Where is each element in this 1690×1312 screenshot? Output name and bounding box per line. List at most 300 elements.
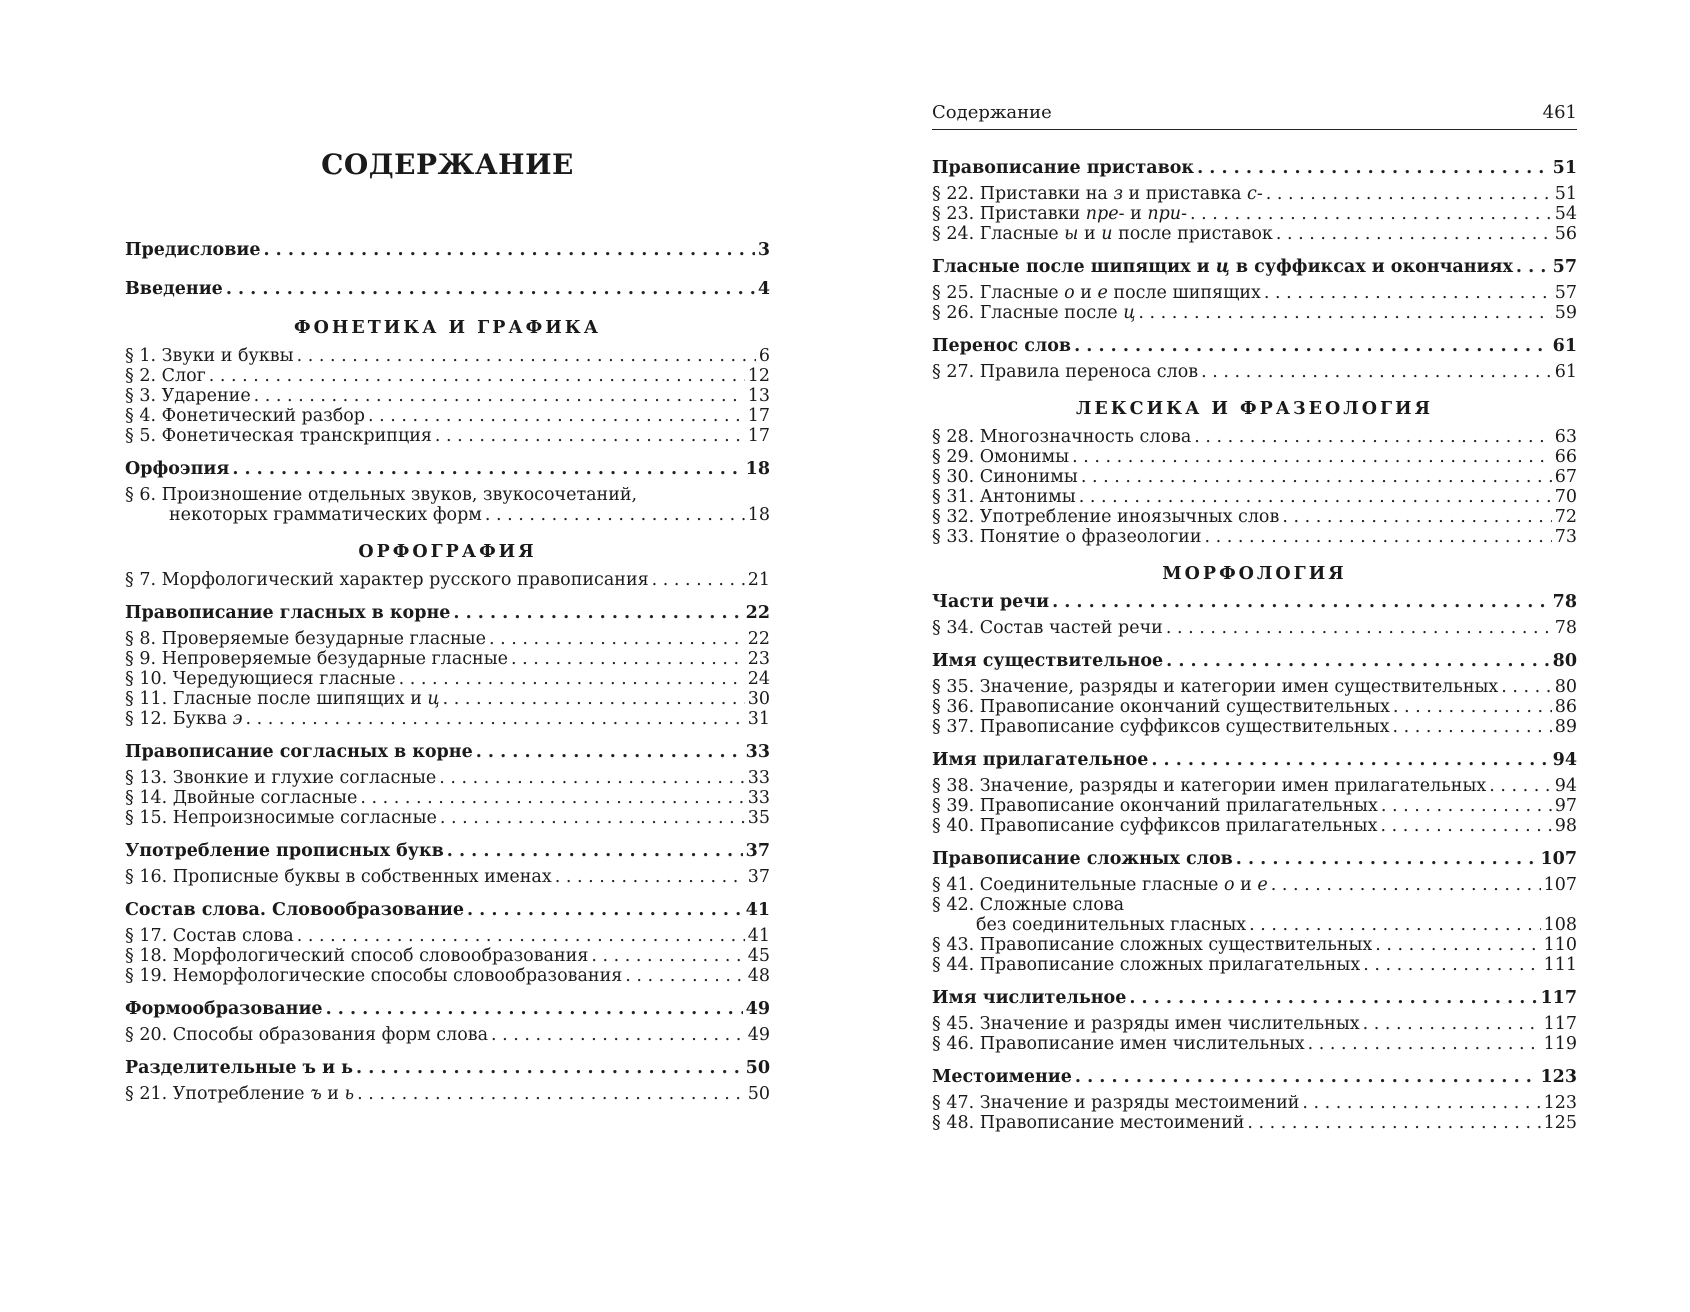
entry-page: 3 [757, 240, 770, 260]
entry-title: § 38. Значение, разряды и категории имен прилагательных [932, 776, 1487, 796]
running-header [932, 103, 1577, 130]
entry-page: 37 [747, 867, 770, 887]
entry-title: § 5. Фонетическая транскрипция [125, 426, 432, 446]
dot-leader [439, 768, 744, 788]
entry-page: 63 [1554, 427, 1577, 447]
dot-leader [489, 629, 745, 649]
toc-group [932, 618, 1577, 638]
contents-title: СОДЕРЖАНИЕ [321, 148, 574, 181]
dot-leader [467, 900, 743, 920]
dot-leader [1194, 427, 1551, 447]
dot-leader [1074, 336, 1550, 356]
dot-leader [1072, 447, 1552, 467]
entry-page: 50 [747, 1084, 770, 1104]
dot-leader [625, 966, 744, 986]
toc-group [125, 1084, 770, 1104]
toc-heading [125, 603, 770, 623]
dot-leader [511, 649, 745, 669]
toc-heading [125, 279, 770, 299]
dot-leader [1197, 158, 1550, 178]
dot-leader [1249, 915, 1540, 935]
toc-entry-row [125, 1084, 770, 1104]
entry-page: 78 [1554, 618, 1577, 638]
dot-leader [1276, 224, 1552, 244]
toc-heading [932, 651, 1577, 671]
dot-leader [326, 999, 743, 1019]
toc-group [125, 629, 770, 729]
entry-title: § 39. Правописание окончаний прилагательных [932, 796, 1378, 816]
toc-heading [125, 459, 770, 479]
entry-page: 23 [747, 649, 770, 669]
toc-entry-row [125, 689, 770, 709]
toc-entry-row [932, 1034, 1577, 1054]
entry-title: § 28. Многозначность слова [932, 427, 1192, 447]
toc-entry-row [125, 366, 770, 386]
toc-entry-row [932, 527, 1577, 547]
toc-entry-row [125, 629, 770, 649]
entry-page: 57 [1552, 257, 1577, 277]
section-title: ОРФОГРАФИЯ [358, 542, 537, 562]
entry-page: 98 [1554, 816, 1577, 836]
toc-heading-row [125, 742, 770, 762]
entry-page: 4 [757, 279, 770, 299]
toc-heading-row [125, 900, 770, 920]
dot-leader [1247, 1113, 1540, 1133]
toc-heading-row [932, 849, 1577, 869]
entry-title-line2: некоторых грамматических форм [169, 505, 482, 525]
toc-entry-row [932, 467, 1577, 487]
entry-page: 33 [747, 768, 770, 788]
entry-title: § 29. Омонимы [932, 447, 1070, 467]
entry-page: 107 [1540, 849, 1577, 869]
toc-heading-row [125, 841, 770, 861]
toc-entry-row [932, 507, 1577, 527]
entry-title: § 23. Приставки пре- и при- [932, 204, 1187, 224]
toc-heading [932, 1067, 1577, 1087]
dot-leader [1081, 467, 1552, 487]
toc-group [932, 283, 1577, 323]
toc-entry-row [932, 935, 1577, 955]
toc-entry-row [932, 816, 1577, 836]
toc-heading [125, 1058, 770, 1078]
entry-title: Правописание гласных в корне [125, 603, 451, 623]
dot-leader [1308, 1034, 1541, 1054]
toc-group [125, 570, 770, 590]
toc-heading [932, 257, 1577, 277]
dot-leader [447, 841, 743, 861]
entry-page: 123 [1543, 1093, 1577, 1113]
toc-heading [932, 750, 1577, 770]
toc-group [932, 1093, 1577, 1133]
entry-title: § 18. Морфологический способ словообразования [125, 946, 589, 966]
entry-title: § 24. Гласные ы и и после приставок [932, 224, 1273, 244]
toc-heading-row [932, 257, 1577, 277]
dot-leader [1375, 935, 1540, 955]
entry-page: 41 [747, 926, 770, 946]
dot-leader [1381, 796, 1552, 816]
dot-leader [591, 946, 744, 966]
toc-entry-row [125, 669, 770, 689]
entry-page: 110 [1543, 935, 1577, 955]
dot-leader [1079, 487, 1552, 507]
entry-title: § 41. Соединительные гласные о и е [932, 875, 1268, 895]
entry-page: 18 [747, 505, 770, 525]
dot-leader [232, 459, 742, 479]
entry-page: 17 [747, 406, 770, 426]
toc-group [932, 1014, 1577, 1054]
entry-title: § 27. Правила переноса слов [932, 362, 1199, 382]
entry-title: § 46. Правописание имен числительных [932, 1034, 1305, 1054]
dot-leader [1489, 776, 1551, 796]
entry-page: 72 [1554, 507, 1577, 527]
entry-title: § 14. Двойные согласные [125, 788, 358, 808]
toc-heading-row [125, 279, 770, 299]
entry-title: § 17. Состав слова [125, 926, 294, 946]
toc-entry-row [125, 346, 770, 366]
toc-group [125, 926, 770, 986]
toc-entry-row [125, 406, 770, 426]
dot-leader [1363, 1014, 1541, 1034]
entry-page: 54 [1554, 204, 1577, 224]
dot-leader [440, 808, 745, 828]
entry-page: 70 [1554, 487, 1577, 507]
toc-entry-row [932, 303, 1577, 323]
dot-leader [356, 1058, 743, 1078]
dot-leader [1271, 875, 1541, 895]
entry-page: 61 [1554, 362, 1577, 382]
entry-title: Употребление прописных букв [125, 841, 444, 861]
entry-page: 48 [747, 966, 770, 986]
toc-group [125, 485, 770, 525]
entry-page: 125 [1543, 1113, 1577, 1133]
dot-leader [360, 788, 744, 808]
dot-leader [491, 1025, 745, 1045]
entry-title: § 36. Правописание окончаний существительных [932, 697, 1390, 717]
toc-group [125, 867, 770, 887]
dot-leader [1264, 283, 1552, 303]
entry-title: § 35. Значение, разряды и категории имен существительных [932, 677, 1499, 697]
entry-title: Формообразование [125, 999, 323, 1019]
toc-entry-row [932, 224, 1577, 244]
toc-entry-row [932, 697, 1577, 717]
dot-leader [476, 742, 743, 762]
toc-entry-row [932, 427, 1577, 447]
dot-leader [443, 689, 745, 709]
dot-leader [453, 603, 742, 623]
entry-page: 49 [745, 999, 770, 1019]
entry-page: 51 [1552, 158, 1577, 178]
entry-title: § 32. Употребление иноязычных слов [932, 507, 1280, 527]
page-number: 461 [1542, 102, 1577, 123]
entry-page: 89 [1554, 717, 1577, 737]
toc-group [932, 776, 1577, 836]
toc-entry-row [932, 447, 1577, 467]
toc-entry-row [932, 1113, 1577, 1133]
toc-heading-row [125, 603, 770, 623]
toc-entry-row [125, 1025, 770, 1045]
entry-page: 111 [1543, 955, 1577, 975]
toc-heading-row [125, 240, 770, 260]
toc-entry-row [125, 649, 770, 669]
entry-title: Части речи [932, 592, 1050, 612]
entry-title: Предисловие [125, 240, 261, 260]
entry-title: Правописание приставок [932, 158, 1195, 178]
entry-page: 17 [747, 426, 770, 446]
toc-entry-row [932, 875, 1577, 895]
dot-leader [1302, 1093, 1540, 1113]
entry-title: § 2. Слог [125, 366, 206, 386]
entry-title: Орфоэпия [125, 459, 230, 479]
entry-page: 45 [747, 946, 770, 966]
entry-page: 119 [1543, 1034, 1577, 1054]
dot-leader [1166, 651, 1550, 671]
dot-leader [1129, 988, 1537, 1008]
toc-entry-row [932, 1014, 1577, 1034]
toc-entry-row [125, 505, 770, 525]
entry-page: 97 [1554, 796, 1577, 816]
dot-leader [1282, 507, 1551, 527]
entry-title: § 34. Состав частей речи [932, 618, 1163, 638]
entry-page: 67 [1554, 467, 1577, 487]
toc-heading [932, 592, 1577, 612]
toc-entry-row [125, 426, 770, 446]
dot-leader [245, 709, 744, 729]
toc-heading-row [932, 158, 1577, 178]
toc-heading-row [932, 750, 1577, 770]
entry-page: 80 [1552, 651, 1577, 671]
dot-leader [297, 346, 756, 366]
dot-leader [1138, 303, 1551, 323]
entry-title: Состав слова. Словообразование [125, 900, 464, 920]
dot-leader [1205, 527, 1552, 547]
entry-page: 37 [745, 841, 770, 861]
entry-page: 73 [1554, 527, 1577, 547]
toc-entry-row [932, 915, 1577, 935]
dot-leader [209, 366, 745, 386]
entry-page: 59 [1554, 303, 1577, 323]
entry-page: 61 [1552, 336, 1577, 356]
entry-title: Перенос слов [932, 336, 1072, 356]
dot-leader [1075, 1067, 1538, 1087]
toc-heading-row [932, 988, 1577, 1008]
entry-title-line1: § 42. Сложные слова [932, 895, 1125, 915]
entry-title: § 47. Значение и разряды местоимений [932, 1093, 1300, 1113]
entry-page: 80 [1554, 677, 1577, 697]
entry-title: § 8. Проверяемые безударные гласные [125, 629, 486, 649]
entry-title-line2: без соединительных гласных [976, 915, 1247, 935]
dot-leader [1201, 362, 1552, 382]
entry-page: 6 [758, 346, 770, 366]
toc-group [932, 875, 1577, 975]
entry-title: § 3. Ударение [125, 386, 251, 406]
dot-leader [1052, 592, 1550, 612]
entry-page: 31 [747, 709, 770, 729]
entry-page: 12 [747, 366, 770, 386]
entry-page: 78 [1552, 592, 1577, 612]
dot-leader [1236, 849, 1538, 869]
toc-heading-row [125, 1058, 770, 1078]
entry-title: § 10. Чередующиеся гласные [125, 669, 396, 689]
entry-title: § 19. Неморфологические способы словообразования [125, 966, 623, 986]
entry-title: § 48. Правописание местоимений [932, 1113, 1245, 1133]
entry-title: Разделительные ъ и ь [125, 1058, 354, 1078]
entry-page: 57 [1554, 283, 1577, 303]
entry-title: § 25. Гласные о и е после шипящих [932, 283, 1261, 303]
dot-leader [652, 570, 745, 590]
entry-page: 94 [1552, 750, 1577, 770]
toc-heading [125, 999, 770, 1019]
dot-leader [1266, 184, 1552, 204]
dot-leader [226, 279, 755, 299]
entry-title: § 9. Непроверяемые безударные гласные [125, 649, 508, 669]
entry-title: § 22. Приставки на з и приставка с- [932, 184, 1263, 204]
dot-leader [357, 1084, 745, 1104]
entry-title: Гласные после шипящих и ц в суффиксах и окончаниях [932, 257, 1513, 277]
entry-page: 117 [1540, 988, 1577, 1008]
dot-leader [485, 505, 745, 525]
entry-page: 123 [1540, 1067, 1577, 1087]
toc-heading-row [932, 336, 1577, 356]
entry-title: § 26. Гласные после ц [932, 303, 1136, 323]
entry-page: 50 [745, 1058, 770, 1078]
toc-heading [932, 336, 1577, 356]
dot-leader [1363, 955, 1540, 975]
entry-page: 107 [1543, 875, 1577, 895]
entry-title-line1: § 6. Произношение отдельных звуков, звукосочетаний, [125, 485, 638, 505]
entry-page: 56 [1554, 224, 1577, 244]
entry-title: § 12. Буква э [125, 709, 243, 729]
entry-page: 24 [747, 669, 770, 689]
entry-title: Имя числительное [932, 988, 1127, 1008]
dot-leader [254, 386, 745, 406]
dot-leader [1393, 697, 1552, 717]
toc-entry-multiline [932, 895, 1577, 935]
dot-leader [1393, 717, 1552, 737]
entry-title: § 11. Гласные после шипящих и ц [125, 689, 440, 709]
entry-title: § 37. Правописание суффиксов существительных [932, 717, 1390, 737]
toc-entry-row [932, 204, 1577, 224]
toc-entry-row [932, 717, 1577, 737]
dot-leader [368, 406, 745, 426]
toc-entry-row [125, 946, 770, 966]
entry-page: 41 [745, 900, 770, 920]
toc-entry-row [932, 362, 1577, 382]
entry-page: 22 [745, 603, 770, 623]
entry-title: § 1. Звуки и буквы [125, 346, 294, 366]
toc-group [932, 362, 1577, 382]
toc-entry-row [125, 386, 770, 406]
toc-heading-row [932, 592, 1577, 612]
entry-title: § 43. Правописание сложных существительных [932, 935, 1373, 955]
toc-entry-row [125, 867, 770, 887]
entry-page: 18 [745, 459, 770, 479]
toc-entry-row [125, 966, 770, 986]
entry-title: § 45. Значение и разряды имен числительных [932, 1014, 1360, 1034]
toc-group [932, 184, 1577, 244]
toc-entry-row [932, 796, 1577, 816]
section-title: ЛЕКСИКА И ФРАЗЕОЛОГИЯ [1075, 399, 1434, 419]
toc-heading-row [125, 459, 770, 479]
toc-heading-row [125, 999, 770, 1019]
entry-page: 51 [1554, 184, 1577, 204]
entry-title: Имя прилагательное [932, 750, 1149, 770]
entry-page: 49 [747, 1025, 770, 1045]
entry-title: Введение [125, 279, 223, 299]
toc-group [125, 768, 770, 828]
entry-title: § 15. Непроизносимые согласные [125, 808, 437, 828]
toc-heading [932, 849, 1577, 869]
toc-entry-row [125, 788, 770, 808]
toc-heading [932, 158, 1577, 178]
toc-group [932, 677, 1577, 737]
entry-title: Правописание сложных слов [932, 849, 1233, 869]
entry-page: 66 [1554, 447, 1577, 467]
toc-group [125, 346, 770, 446]
entry-page: 22 [747, 629, 770, 649]
toc-heading [125, 841, 770, 861]
dot-leader [1516, 257, 1550, 277]
running-header-title: Содержание [932, 102, 1052, 123]
toc-entry-row [125, 808, 770, 828]
entry-title: § 20. Способы образования форм слова [125, 1025, 489, 1045]
entry-page: 35 [747, 808, 770, 828]
toc-heading [125, 900, 770, 920]
entry-page: 108 [1543, 915, 1577, 935]
toc-entry-row [932, 776, 1577, 796]
entry-title: § 16. Прописные буквы в собственных именах [125, 867, 552, 887]
entry-title: § 40. Правописание суффиксов прилагательных [932, 816, 1378, 836]
toc-entry-row [932, 283, 1577, 303]
entry-page: 33 [745, 742, 770, 762]
entry-page: 13 [747, 386, 770, 406]
dot-leader [1190, 204, 1552, 224]
entry-page: 86 [1554, 697, 1577, 717]
entry-title: § 4. Фонетический разбор [125, 406, 366, 426]
dot-leader [1380, 816, 1551, 836]
toc-heading [125, 240, 770, 260]
toc-entry-row [125, 768, 770, 788]
section-title: ФОНЕТИКА И ГРАФИКА [294, 318, 601, 338]
entry-title: § 7. Морфологический характер русского правописания [125, 570, 649, 590]
entry-title: Имя существительное [932, 651, 1164, 671]
dot-leader [399, 669, 745, 689]
dot-leader [263, 240, 754, 260]
toc-entry-row [932, 184, 1577, 204]
dot-leader [1166, 618, 1552, 638]
toc-entry-row [932, 677, 1577, 697]
toc-entry-row [125, 709, 770, 729]
toc-heading-row [932, 651, 1577, 671]
toc-entry-row [125, 570, 770, 590]
toc-entry-multiline [125, 485, 770, 525]
toc-heading [932, 988, 1577, 1008]
entry-page: 21 [747, 570, 770, 590]
toc-entry-row [932, 618, 1577, 638]
toc-heading-row [932, 1067, 1577, 1087]
entry-title: Местоимение [932, 1067, 1072, 1087]
toc-entry-row [932, 955, 1577, 975]
dot-leader [435, 426, 745, 446]
entry-title: § 44. Правописание сложных прилагательных [932, 955, 1361, 975]
dot-leader [1501, 677, 1551, 697]
toc-entry-row [125, 926, 770, 946]
dot-leader [297, 926, 745, 946]
entry-title: § 33. Понятие о фразеологии [932, 527, 1202, 547]
toc-entry-row [932, 487, 1577, 507]
entry-page: 30 [747, 689, 770, 709]
toc-heading [125, 742, 770, 762]
entry-title: § 31. Антонимы [932, 487, 1076, 507]
